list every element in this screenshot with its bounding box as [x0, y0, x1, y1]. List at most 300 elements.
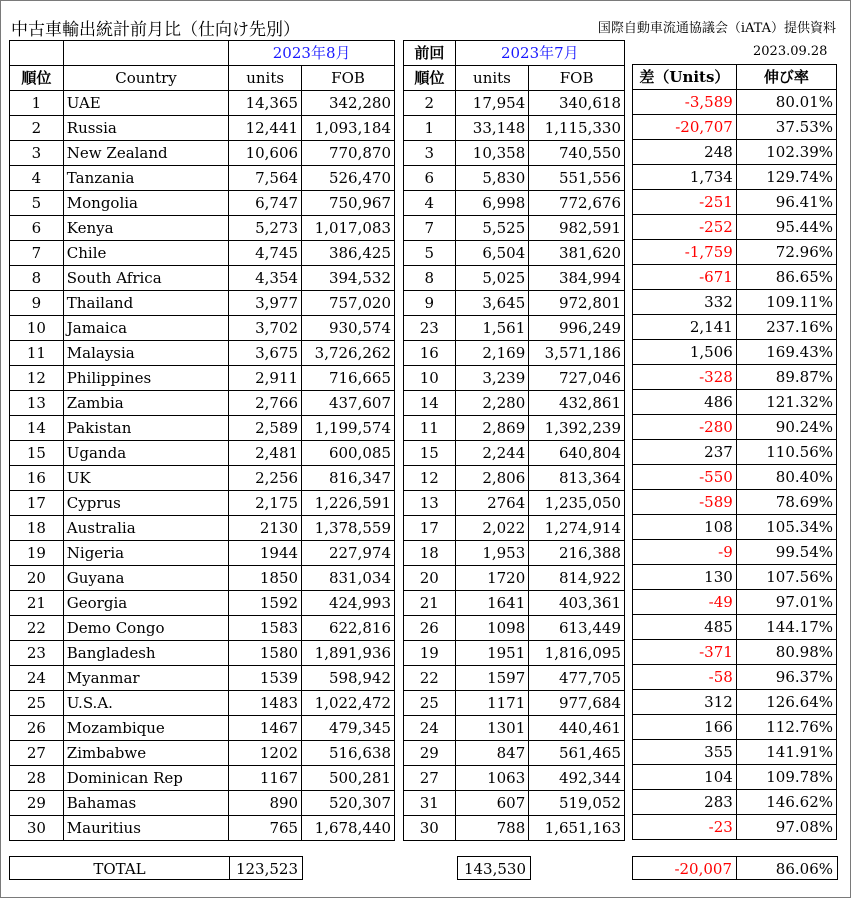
growth-cell: 144.17%: [736, 615, 836, 640]
growth-cell: 86.65%: [736, 265, 836, 290]
table-row: [10, 791, 395, 816]
prev-rank-cell: 30: [404, 816, 456, 841]
units-cell: 3,702: [229, 316, 302, 341]
prev-units-cell: 1,953: [455, 541, 529, 566]
rank-cell: 27: [10, 741, 64, 766]
rank-cell: 18: [10, 516, 64, 541]
growth-cell: 96.37%: [736, 665, 836, 690]
table-row: [404, 791, 625, 816]
table-row: [633, 715, 837, 740]
table-row: [404, 716, 625, 741]
rank-cell: 23: [10, 641, 64, 666]
diff-cell: 355: [633, 740, 737, 765]
table-row: [633, 115, 837, 140]
country-cell: UAE: [63, 91, 228, 116]
table-row: [10, 666, 395, 691]
table-row: [404, 416, 625, 441]
country-cell: Jamaica: [63, 316, 228, 341]
prev-rank-cell: 15: [404, 441, 456, 466]
diff-cell: -1,759: [633, 240, 737, 265]
prev-fob-cell: 982,591: [529, 216, 625, 241]
units-cell: 890: [229, 791, 302, 816]
rank-header: 順位: [10, 66, 64, 91]
prev-rank-cell: 12: [404, 466, 456, 491]
prev-fob-cell: 772,676: [529, 191, 625, 216]
rank-cell: 28: [10, 766, 64, 791]
prev-fob-cell: 640,804: [529, 441, 625, 466]
units-cell: 1467: [229, 716, 302, 741]
table-row: [633, 790, 837, 815]
prev-units-cell: 1098: [455, 616, 529, 641]
table-row: [404, 191, 625, 216]
units-cell: 1580: [229, 641, 302, 666]
units-cell: 5,273: [229, 216, 302, 241]
current-month-header: 2023年8月: [229, 41, 395, 66]
prev-fob-cell: 613,449: [529, 616, 625, 641]
total-growth: 86.06%: [736, 856, 838, 880]
country-cell: Guyana: [63, 566, 228, 591]
prev-units-cell: 847: [455, 741, 529, 766]
table-row: [633, 640, 837, 665]
rank-cell: 13: [10, 391, 64, 416]
units-header: units: [229, 66, 302, 91]
prev-rank-cell: 9: [404, 291, 456, 316]
table-row: [633, 440, 837, 465]
table-row: [10, 766, 395, 791]
prev-rank-cell: 29: [404, 741, 456, 766]
prev-fob-cell: 813,364: [529, 466, 625, 491]
table-row: [404, 441, 625, 466]
diff-cell: -550: [633, 465, 737, 490]
units-cell: 1202: [229, 741, 302, 766]
growth-cell: 169.43%: [736, 340, 836, 365]
rank-cell: 11: [10, 341, 64, 366]
previous-label: 前回: [404, 41, 456, 66]
diff-cell: -9: [633, 540, 737, 565]
country-cell: New Zealand: [63, 141, 228, 166]
units-cell: 7,564: [229, 166, 302, 191]
prev-units-cell: 2,022: [455, 516, 529, 541]
table-row: [633, 165, 837, 190]
prev-fob-cell: 1,816,095: [529, 641, 625, 666]
country-cell: Bangladesh: [63, 641, 228, 666]
prev-units-cell: 6,504: [455, 241, 529, 266]
fob-cell: 3,726,262: [302, 341, 395, 366]
country-cell: Mongolia: [63, 191, 228, 216]
total-prev-units: 143,530: [457, 856, 531, 880]
units-cell: 2,175: [229, 491, 302, 516]
rank-cell: 1: [10, 91, 64, 116]
table-row: [633, 490, 837, 515]
table-row: [633, 540, 837, 565]
table-row: [10, 241, 395, 266]
fob-cell: 479,345: [302, 716, 395, 741]
growth-cell: 72.96%: [736, 240, 836, 265]
diff-cell: 130: [633, 565, 737, 590]
fob-cell: 1,017,083: [302, 216, 395, 241]
fob-cell: 520,307: [302, 791, 395, 816]
table-row: [10, 716, 395, 741]
country-cell: Kenya: [63, 216, 228, 241]
rank-cell: 17: [10, 491, 64, 516]
table-row: [10, 741, 395, 766]
table-row: [404, 391, 625, 416]
prev-fob-cell: 492,344: [529, 766, 625, 791]
country-cell: Nigeria: [63, 541, 228, 566]
table-row: [633, 565, 837, 590]
fob-cell: 1,891,936: [302, 641, 395, 666]
diff-cell: -280: [633, 415, 737, 440]
table-row: [10, 166, 395, 191]
table-row: [10, 266, 395, 291]
table-row: [633, 465, 837, 490]
prev-units-cell: 2,280: [455, 391, 529, 416]
units-cell: 3,675: [229, 341, 302, 366]
prev-units-cell: 2764: [455, 491, 529, 516]
rank-cell: 25: [10, 691, 64, 716]
table-row: [633, 415, 837, 440]
current-month-table: [9, 40, 395, 841]
report-title: 中古車輸出統計前月比（仕向け先別）: [11, 20, 300, 40]
corner-cell: [10, 41, 64, 66]
diff-cell: 2,141: [633, 315, 737, 340]
prev-rank-cell: 14: [404, 391, 456, 416]
country-cell: Myanmar: [63, 666, 228, 691]
country-cell: U.S.A.: [63, 691, 228, 716]
table-row: [633, 140, 837, 165]
prev-rank-cell: 8: [404, 266, 456, 291]
country-cell: Chile: [63, 241, 228, 266]
previous-month-rows: [404, 91, 625, 841]
growth-cell: 146.62%: [736, 790, 836, 815]
rank-cell: 20: [10, 566, 64, 591]
prev-fob-cell: 403,361: [529, 591, 625, 616]
prev-rank-cell: 13: [404, 491, 456, 516]
comparison-rows: [633, 90, 837, 840]
table-row: [633, 315, 837, 340]
diff-cell: -252: [633, 215, 737, 240]
growth-cell: 99.54%: [736, 540, 836, 565]
table-row: [404, 566, 625, 591]
growth-cell: 126.64%: [736, 690, 836, 715]
diff-cell: -20,707: [633, 115, 737, 140]
table-row: [633, 365, 837, 390]
table-row: [10, 541, 395, 566]
diff-cell: 283: [633, 790, 737, 815]
fob-cell: 757,020: [302, 291, 395, 316]
prev-fob-cell: 996,249: [529, 316, 625, 341]
country-cell: Mauritius: [63, 816, 228, 841]
growth-cell: 97.01%: [736, 590, 836, 615]
prev-units-cell: 1063: [455, 766, 529, 791]
growth-cell: 89.87%: [736, 365, 836, 390]
table-row: [404, 766, 625, 791]
table-row: [633, 340, 837, 365]
rank-cell: 16: [10, 466, 64, 491]
table-row: [633, 665, 837, 690]
prev-rank-cell: 27: [404, 766, 456, 791]
growth-header: 伸び率: [736, 65, 836, 90]
table-row: [404, 316, 625, 341]
growth-cell: 80.01%: [736, 90, 836, 115]
units-cell: 2,766: [229, 391, 302, 416]
prev-fob-cell: 477,705: [529, 666, 625, 691]
prev-fob-cell: 519,052: [529, 791, 625, 816]
units-cell: 1592: [229, 591, 302, 616]
country-cell: Tanzania: [63, 166, 228, 191]
prev-fob-cell: 216,388: [529, 541, 625, 566]
table-row: [10, 91, 395, 116]
diff-cell: -3,589: [633, 90, 737, 115]
rank-cell: 26: [10, 716, 64, 741]
fob-cell: 1,226,591: [302, 491, 395, 516]
units-cell: 14,365: [229, 91, 302, 116]
table-row: [633, 290, 837, 315]
country-cell: Philippines: [63, 366, 228, 391]
comparison-table: [632, 64, 837, 840]
prev-units-cell: 6,998: [455, 191, 529, 216]
report-date: 2023.09.28: [753, 44, 828, 59]
prev-rank-cell: 22: [404, 666, 456, 691]
prev-units-cell: 1171: [455, 691, 529, 716]
units-cell: 6,747: [229, 191, 302, 216]
table-row: [404, 816, 625, 841]
diff-cell: 166: [633, 715, 737, 740]
diff-cell: -251: [633, 190, 737, 215]
units-cell: 1944: [229, 541, 302, 566]
table-row: [10, 316, 395, 341]
rank-cell: 6: [10, 216, 64, 241]
table-row: [10, 566, 395, 591]
prev-units-cell: 10,358: [455, 141, 529, 166]
prev-units-cell: 1597: [455, 666, 529, 691]
table-row: [633, 590, 837, 615]
diff-header: 差（Units）: [633, 65, 737, 90]
rank-cell: 19: [10, 541, 64, 566]
prev-rank-cell: 10: [404, 366, 456, 391]
table-row: [633, 815, 837, 840]
table-row: [633, 190, 837, 215]
prev-fob-cell: 3,571,186: [529, 341, 625, 366]
country-cell: Thailand: [63, 291, 228, 316]
country-cell: Uganda: [63, 441, 228, 466]
table-row: [404, 591, 625, 616]
prev-rank-cell: 26: [404, 616, 456, 641]
diff-cell: 104: [633, 765, 737, 790]
growth-cell: 102.39%: [736, 140, 836, 165]
fob-cell: 1,093,184: [302, 116, 395, 141]
units-cell: 4,354: [229, 266, 302, 291]
fob-cell: 516,638: [302, 741, 395, 766]
fob-cell: 526,470: [302, 166, 395, 191]
rank-cell: 30: [10, 816, 64, 841]
diff-cell: -58: [633, 665, 737, 690]
prev-fob-cell: 972,801: [529, 291, 625, 316]
table-row: [10, 216, 395, 241]
rank-cell: 29: [10, 791, 64, 816]
fob-cell: 770,870: [302, 141, 395, 166]
current-month-rows: [10, 91, 395, 841]
prev-rank-cell: 7: [404, 216, 456, 241]
fob-cell: 342,280: [302, 91, 395, 116]
prev-rank-cell: 24: [404, 716, 456, 741]
prev-units-cell: 5,830: [455, 166, 529, 191]
table-row: [404, 541, 625, 566]
table-row: [633, 215, 837, 240]
table-row: [404, 341, 625, 366]
total-diff: -20,007: [632, 856, 737, 880]
units-cell: 4,745: [229, 241, 302, 266]
fob-cell: 598,942: [302, 666, 395, 691]
fob-cell: 816,347: [302, 466, 395, 491]
country-cell: Zimbabwe: [63, 741, 228, 766]
fob-cell: 831,034: [302, 566, 395, 591]
prev-units-cell: 1641: [455, 591, 529, 616]
units-cell: 1483: [229, 691, 302, 716]
units-cell: 765: [229, 816, 302, 841]
previous-month-header: 2023年7月: [455, 41, 624, 66]
previous-month-table: [403, 40, 625, 841]
corner-cell: [63, 41, 228, 66]
country-cell: Mozambique: [63, 716, 228, 741]
table-row: [404, 616, 625, 641]
prev-units-cell: 33,148: [455, 116, 529, 141]
prev-units-cell: 1720: [455, 566, 529, 591]
table-row: [10, 366, 395, 391]
prev-units-cell: 1,561: [455, 316, 529, 341]
prev-fob-cell: 814,922: [529, 566, 625, 591]
units-cell: 2,911: [229, 366, 302, 391]
units-cell: 3,977: [229, 291, 302, 316]
table-row: [633, 765, 837, 790]
rank-cell: 7: [10, 241, 64, 266]
fob-cell: 500,281: [302, 766, 395, 791]
units-cell: 2130: [229, 516, 302, 541]
growth-cell: 109.11%: [736, 290, 836, 315]
table-row: [633, 615, 837, 640]
prev-rank-cell: 31: [404, 791, 456, 816]
growth-cell: 78.69%: [736, 490, 836, 515]
table-row: [10, 616, 395, 641]
table-row: [404, 466, 625, 491]
fob-cell: 227,974: [302, 541, 395, 566]
fob-cell: 386,425: [302, 241, 395, 266]
table-row: [404, 166, 625, 191]
growth-cell: 141.91%: [736, 740, 836, 765]
diff-cell: -671: [633, 265, 737, 290]
fob-cell: 600,085: [302, 441, 395, 466]
table-row: [404, 291, 625, 316]
prev-units-cell: 5,025: [455, 266, 529, 291]
units-cell: 1850: [229, 566, 302, 591]
prev-rank-cell: 6: [404, 166, 456, 191]
diff-cell: -371: [633, 640, 737, 665]
prev-rank-cell: 4: [404, 191, 456, 216]
prev-units-cell: 5,525: [455, 216, 529, 241]
rank-cell: 15: [10, 441, 64, 466]
units-cell: 2,256: [229, 466, 302, 491]
table-row: [404, 641, 625, 666]
prev-rank-cell: 25: [404, 691, 456, 716]
prev-units-header: units: [455, 66, 529, 91]
table-row: [404, 491, 625, 516]
country-cell: Malaysia: [63, 341, 228, 366]
prev-rank-cell: 1: [404, 116, 456, 141]
table-row: [10, 466, 395, 491]
table-row: [633, 240, 837, 265]
country-cell: South Africa: [63, 266, 228, 291]
country-cell: Australia: [63, 516, 228, 541]
prev-rank-cell: 20: [404, 566, 456, 591]
prev-units-cell: 607: [455, 791, 529, 816]
table-row: [10, 691, 395, 716]
source-label: 国際自動車流通協議会（iATA）提供資料: [597, 21, 836, 36]
fob-cell: 1,678,440: [302, 816, 395, 841]
diff-cell: 237: [633, 440, 737, 465]
fob-cell: 437,607: [302, 391, 395, 416]
prev-rank-cell: 21: [404, 591, 456, 616]
rank-cell: 9: [10, 291, 64, 316]
growth-cell: 121.32%: [736, 390, 836, 415]
prev-fob-cell: 977,684: [529, 691, 625, 716]
prev-rank-cell: 19: [404, 641, 456, 666]
prev-units-cell: 2,169: [455, 341, 529, 366]
table-row: [633, 265, 837, 290]
rank-cell: 22: [10, 616, 64, 641]
rank-cell: 8: [10, 266, 64, 291]
country-cell: Russia: [63, 116, 228, 141]
prev-rank-cell: 23: [404, 316, 456, 341]
rank-cell: 24: [10, 666, 64, 691]
total-units: 123,523: [229, 856, 303, 880]
rank-cell: 5: [10, 191, 64, 216]
rank-cell: 3: [10, 141, 64, 166]
prev-units-cell: 788: [455, 816, 529, 841]
table-row: [404, 691, 625, 716]
table-row: [404, 241, 625, 266]
prev-fob-cell: 432,861: [529, 391, 625, 416]
diff-cell: 332: [633, 290, 737, 315]
rank-cell: 2: [10, 116, 64, 141]
prev-units-cell: 3,239: [455, 366, 529, 391]
diff-cell: -328: [633, 365, 737, 390]
prev-units-cell: 1951: [455, 641, 529, 666]
prev-fob-cell: 740,550: [529, 141, 625, 166]
prev-rank-cell: 5: [404, 241, 456, 266]
country-cell: Zambia: [63, 391, 228, 416]
growth-cell: 80.40%: [736, 465, 836, 490]
growth-cell: 95.44%: [736, 215, 836, 240]
growth-cell: 237.16%: [736, 315, 836, 340]
table-row: [10, 116, 395, 141]
table-row: [404, 516, 625, 541]
prev-units-cell: 3,645: [455, 291, 529, 316]
diff-cell: 486: [633, 390, 737, 415]
growth-cell: 80.98%: [736, 640, 836, 665]
rank-cell: 14: [10, 416, 64, 441]
diff-cell: 1,734: [633, 165, 737, 190]
table-row: [10, 341, 395, 366]
prev-rank-cell: 17: [404, 516, 456, 541]
table-row: [633, 90, 837, 115]
units-cell: 10,606: [229, 141, 302, 166]
table-row: [633, 390, 837, 415]
prev-fob-cell: 440,461: [529, 716, 625, 741]
table-row: [404, 366, 625, 391]
prev-rank-cell: 11: [404, 416, 456, 441]
table-row: [10, 491, 395, 516]
table-row: [404, 116, 625, 141]
